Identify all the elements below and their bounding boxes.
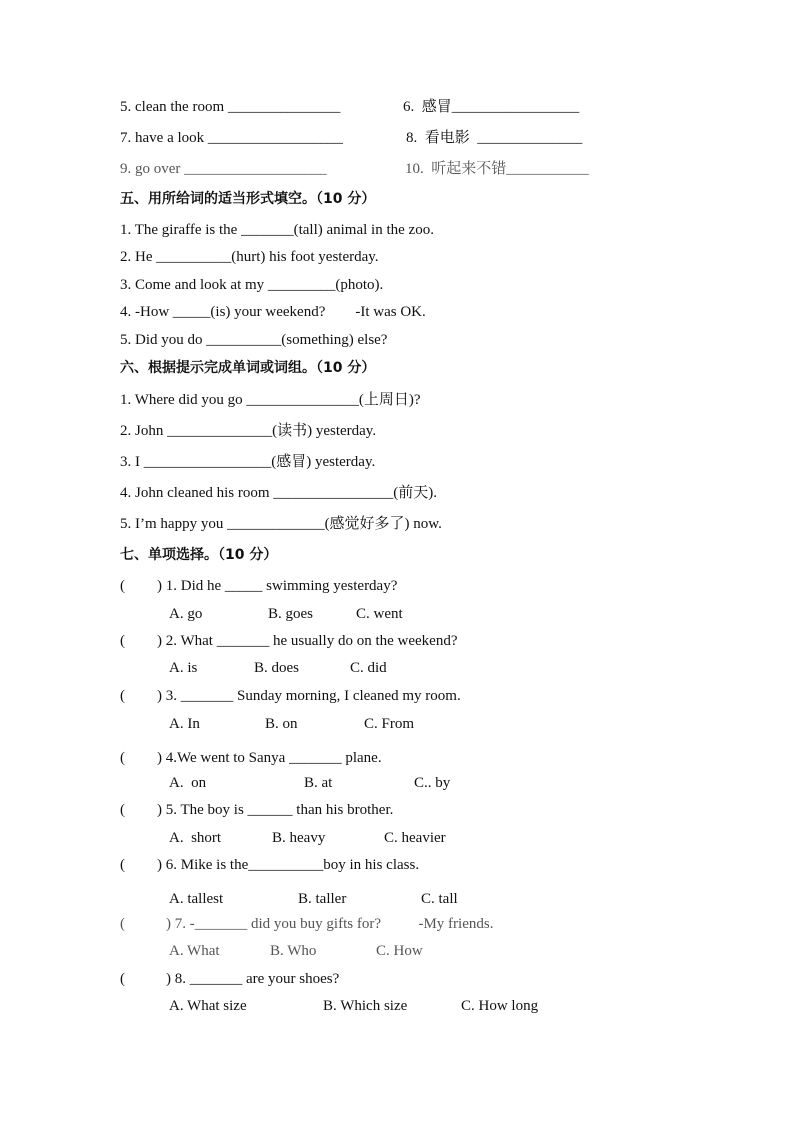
option-b: B. at <box>304 775 333 791</box>
option-b: B. does <box>254 660 299 676</box>
option-b: B. heavy <box>272 830 326 846</box>
option-b: B. Which size <box>323 998 408 1014</box>
option-a: A. short <box>169 830 222 846</box>
answer-paren: ( <box>120 802 125 818</box>
vocab-item-10: 10. 听起来不错___________ <box>405 161 589 177</box>
question: ) 7. -_______ did you buy gifts for? -My friends. <box>166 916 494 932</box>
section-6-heading: 六、根据提示完成单词或词组。（10 分） <box>120 360 376 376</box>
section-5-heading: 五、用所给词的适当形式填空。（10 分） <box>120 191 376 207</box>
question: ) 6. Mike is the__________boy in his class. <box>157 857 420 873</box>
question: ) 8. _______ are your shoes? <box>166 971 340 987</box>
vocab-item-7: 7. have a look __________________ <box>120 130 343 146</box>
s6-item: 5. I’m happy you _____________(感觉好多了) now. <box>120 516 442 532</box>
s5-item: 1. The giraffe is the _______(tall) animal in the zoo. <box>120 222 434 238</box>
option-b: B. taller <box>298 891 347 907</box>
s6-item: 2. John ______________(读书) yesterday. <box>120 423 377 439</box>
answer-paren: ( <box>120 971 125 987</box>
answer-paren: ( <box>120 857 125 873</box>
question: ) 5. The boy is ______ than his brother. <box>157 802 394 818</box>
option-a: A. is <box>169 660 198 676</box>
option-a: A. go <box>169 606 203 622</box>
option-c: C. did <box>350 660 387 676</box>
answer-paren: ( <box>120 916 125 932</box>
section-7-heading: 七、单项选择。（10 分） <box>120 547 278 563</box>
vocab-item-6: 6. 感冒_________________ <box>403 99 580 115</box>
question: ) 1. Did he _____ swimming yesterday? <box>157 578 398 594</box>
option-b: B. Who <box>270 943 317 959</box>
option-b: B. on <box>265 716 298 732</box>
option-b: B. goes <box>268 606 313 622</box>
option-c: C. tall <box>421 891 458 907</box>
s5-item: 4. -How _____(is) your weekend? -It was OK. <box>120 304 426 320</box>
question: ) 2. What _______ he usually do on the weekend? <box>157 633 458 649</box>
answer-paren: ( <box>120 688 125 704</box>
s6-item: 1. Where did you go _______________(上周日)? <box>120 392 421 408</box>
option-a: A. What size <box>169 998 247 1014</box>
s5-item: 2. He __________(hurt) his foot yesterday. <box>120 249 379 265</box>
option-c: C. How long <box>461 998 539 1014</box>
option-a: A. on <box>169 775 207 791</box>
s5-item: 3. Come and look at my _________(photo). <box>120 277 384 293</box>
option-c: C.. by <box>414 775 451 791</box>
s6-item: 3. I _________________(感冒) yesterday. <box>120 454 376 470</box>
option-a: A. What <box>169 943 220 959</box>
option-c: C. How <box>376 943 423 959</box>
s5-item: 5. Did you do __________(something) else? <box>120 332 388 348</box>
option-a: A. tallest <box>169 891 224 907</box>
question: ) 4.We went to Sanya _______ plane. <box>157 750 382 766</box>
vocab-item-8: 8. 看电影 ______________ <box>406 130 583 146</box>
option-a: A. In <box>169 716 200 732</box>
option-c: C. went <box>356 606 403 622</box>
answer-paren: ( <box>120 750 125 766</box>
option-c: C. From <box>364 716 415 732</box>
s6-item: 4. John cleaned his room ________________(前天). <box>120 485 438 501</box>
option-c: C. heavier <box>384 830 446 846</box>
question: ) 3. _______ Sunday morning, I cleaned my room. <box>157 688 461 704</box>
vocab-item-5: 5. clean the room _______________ <box>120 99 341 115</box>
answer-paren: ( <box>120 578 125 594</box>
vocab-item-9: 9. go over ___________________ <box>120 161 327 177</box>
answer-paren: ( <box>120 633 125 649</box>
